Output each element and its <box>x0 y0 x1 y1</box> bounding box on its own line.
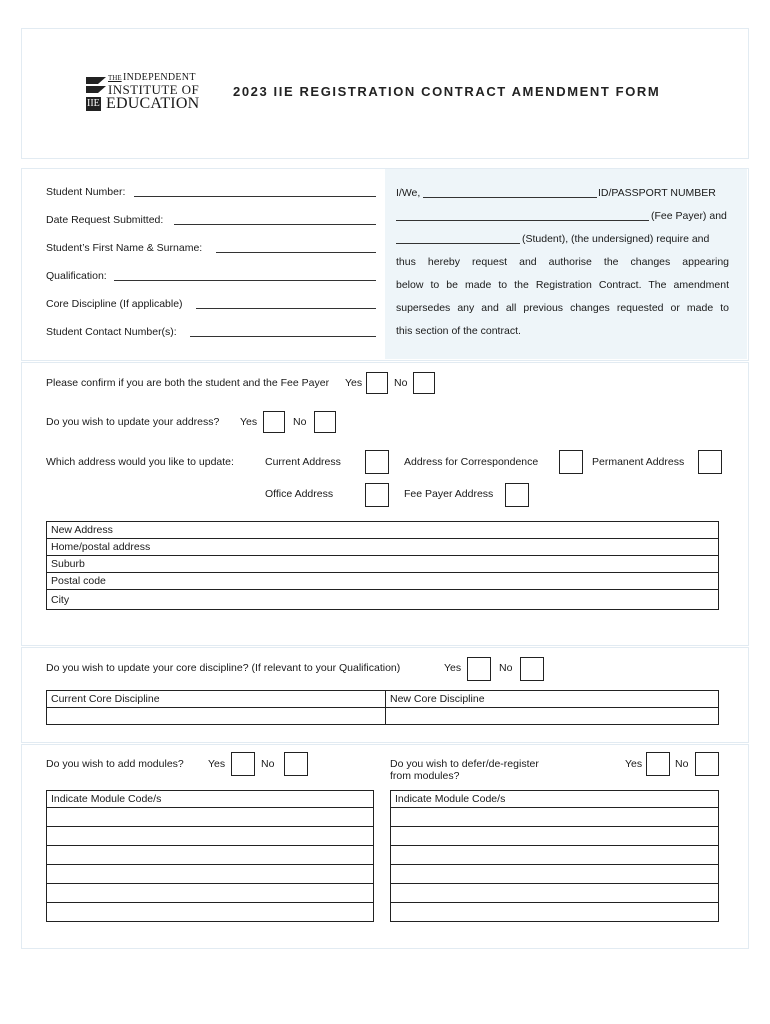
defer-module-cell[interactable] <box>391 865 719 884</box>
declaration-student-field[interactable] <box>396 243 520 244</box>
table-row <box>47 791 374 808</box>
new-address-cell: New Address <box>47 522 719 539</box>
current-address-label: Current Address <box>265 456 341 468</box>
declaration-line6: supersedes any and all previous changes requested or made to <box>396 302 729 314</box>
declaration-fee-payer-field[interactable] <box>396 220 649 221</box>
table-row[interactable] <box>47 865 374 884</box>
core-yes-label: Yes <box>444 662 462 674</box>
add-module-cell[interactable] <box>47 903 374 922</box>
fee-payer-address-checkbox[interactable] <box>505 483 529 507</box>
date-request-label: Date Request Submitted: <box>46 214 164 226</box>
add-modules-yes-checkbox[interactable] <box>231 752 255 776</box>
defer-modules-question-line1: Do you wish to defer/de-register <box>390 758 539 770</box>
core-discipline-label: Core Discipline (If applicable) <box>46 298 183 310</box>
correspondence-address-checkbox[interactable] <box>559 450 583 474</box>
add-modules-no-label: No <box>261 758 275 770</box>
add-modules-header: Indicate Module Code/s <box>47 791 374 808</box>
add-modules-question: Do you wish to add modules? <box>46 758 184 770</box>
which-address-question: Which address would you like to update: <box>46 456 234 468</box>
qualification-label: Qualification: <box>46 270 107 282</box>
fee-payer-address-label: Fee Payer Address <box>404 488 494 500</box>
core-no-checkbox[interactable] <box>520 657 544 681</box>
table-row[interactable] <box>391 808 719 827</box>
page-title: 2023 IIE REGISTRATION CONTRACT AMENDMENT FORM <box>233 84 661 99</box>
declaration-id-label: ID/PASSPORT NUMBER <box>598 187 716 199</box>
new-core-cell[interactable] <box>386 708 719 725</box>
table-row[interactable] <box>47 827 374 846</box>
logo-line1: INDEPENDENT <box>123 72 196 83</box>
defer-module-cell[interactable] <box>391 884 719 903</box>
new-address-table <box>46 521 719 610</box>
table-row <box>47 691 719 708</box>
logo-badge: IIE <box>87 98 100 109</box>
current-core-header: Current Core Discipline <box>47 691 386 708</box>
contact-number-field[interactable] <box>190 336 376 337</box>
date-request-field[interactable] <box>174 224 376 225</box>
iie-logo <box>86 73 214 113</box>
table-row[interactable] <box>391 827 719 846</box>
core-discipline-field[interactable] <box>196 308 376 309</box>
add-module-cell[interactable] <box>47 827 374 846</box>
correspondence-address-label: Address for Correspondence <box>404 456 539 468</box>
defer-module-cell[interactable] <box>391 846 719 865</box>
student-number-field[interactable] <box>134 196 376 197</box>
permanent-address-label: Permanent Address <box>592 456 685 468</box>
add-module-cell[interactable] <box>47 846 374 865</box>
table-row[interactable] <box>391 884 719 903</box>
table-row[interactable] <box>391 903 719 922</box>
declaration-iwe: I/We, <box>396 187 421 199</box>
confirm-fee-payer-question: Please confirm if you are both the student and the Fee Payer <box>46 377 330 389</box>
core-yes-checkbox[interactable] <box>467 657 491 681</box>
table-row[interactable] <box>47 708 719 725</box>
student-number-label: Student Number: <box>46 186 126 198</box>
table-row[interactable] <box>47 556 719 573</box>
core-no-label: No <box>499 662 513 674</box>
table-row[interactable] <box>391 846 719 865</box>
table-row[interactable] <box>47 808 374 827</box>
defer-no-label: No <box>675 758 689 770</box>
confirm-no-checkbox[interactable] <box>413 372 435 394</box>
core-discipline-table <box>46 690 719 725</box>
student-name-label: Student’s First Name & Surname: <box>46 242 203 254</box>
table-row[interactable] <box>47 522 719 539</box>
defer-no-checkbox[interactable] <box>695 752 719 776</box>
declaration-student: (Student), (the undersigned) require and <box>522 233 710 245</box>
defer-modules-question-line2: from modules? <box>390 770 460 782</box>
confirm-yes-label: Yes <box>345 377 363 389</box>
add-modules-yes-label: Yes <box>208 758 226 770</box>
new-core-header: New Core Discipline <box>386 691 719 708</box>
update-address-no-label: No <box>293 416 307 428</box>
add-module-cell[interactable] <box>47 865 374 884</box>
table-row[interactable] <box>391 865 719 884</box>
add-modules-no-checkbox[interactable] <box>284 752 308 776</box>
defer-module-cell[interactable] <box>391 827 719 846</box>
table-row[interactable] <box>47 903 374 922</box>
defer-modules-header: Indicate Module Code/s <box>391 791 719 808</box>
qualification-field[interactable] <box>114 280 376 281</box>
current-core-cell[interactable] <box>47 708 386 725</box>
city-cell: City <box>47 590 719 610</box>
declaration-fee-payer: (Fee Payer) and <box>651 210 727 222</box>
add-module-cell[interactable] <box>47 808 374 827</box>
logo-line3: EDUCATION <box>106 95 200 112</box>
permanent-address-checkbox[interactable] <box>698 450 722 474</box>
update-address-yes-label: Yes <box>240 416 258 428</box>
declaration-line4: thus hereby request and authorise the changes appearing <box>396 256 729 268</box>
table-row[interactable] <box>47 884 374 903</box>
table-row[interactable] <box>47 846 374 865</box>
table-row[interactable] <box>47 590 719 610</box>
defer-yes-label: Yes <box>625 758 643 770</box>
update-address-question: Do you wish to update your address? <box>46 416 220 428</box>
confirm-no-label: No <box>394 377 408 389</box>
defer-yes-checkbox[interactable] <box>646 752 670 776</box>
contact-number-label: Student Contact Number(s): <box>46 326 177 338</box>
table-row[interactable] <box>47 539 719 556</box>
confirm-yes-checkbox[interactable] <box>366 372 388 394</box>
table-row[interactable] <box>47 573 719 590</box>
defer-module-cell[interactable] <box>391 903 719 922</box>
defer-module-cell[interactable] <box>391 808 719 827</box>
postal-address-cell: Home/postal address <box>47 539 719 556</box>
office-address-label: Office Address <box>265 488 334 500</box>
core-discipline-question: Do you wish to update your core discipline? (If relevant to your Qualification) <box>46 662 401 674</box>
table-row <box>391 791 719 808</box>
office-address-checkbox[interactable] <box>365 483 389 507</box>
declaration-name-field[interactable] <box>423 197 597 198</box>
declaration-line7: this section of the contract. <box>396 325 521 337</box>
declaration-line5: below to be made to the Registration Contract. The amendment <box>396 279 729 291</box>
defer-modules-table <box>390 790 719 922</box>
postal-code-cell: Postal code <box>47 573 719 590</box>
logo-line2: INSTITUTE OF <box>108 82 200 97</box>
update-address-no-checkbox[interactable] <box>314 411 336 433</box>
add-module-cell[interactable] <box>47 884 374 903</box>
add-modules-table <box>46 790 374 922</box>
current-address-checkbox[interactable] <box>365 450 389 474</box>
update-address-yes-checkbox[interactable] <box>263 411 285 433</box>
student-name-field[interactable] <box>216 252 376 253</box>
suburb-cell: Suburb <box>47 556 719 573</box>
logo-line1-prefix: THE <box>108 74 122 82</box>
